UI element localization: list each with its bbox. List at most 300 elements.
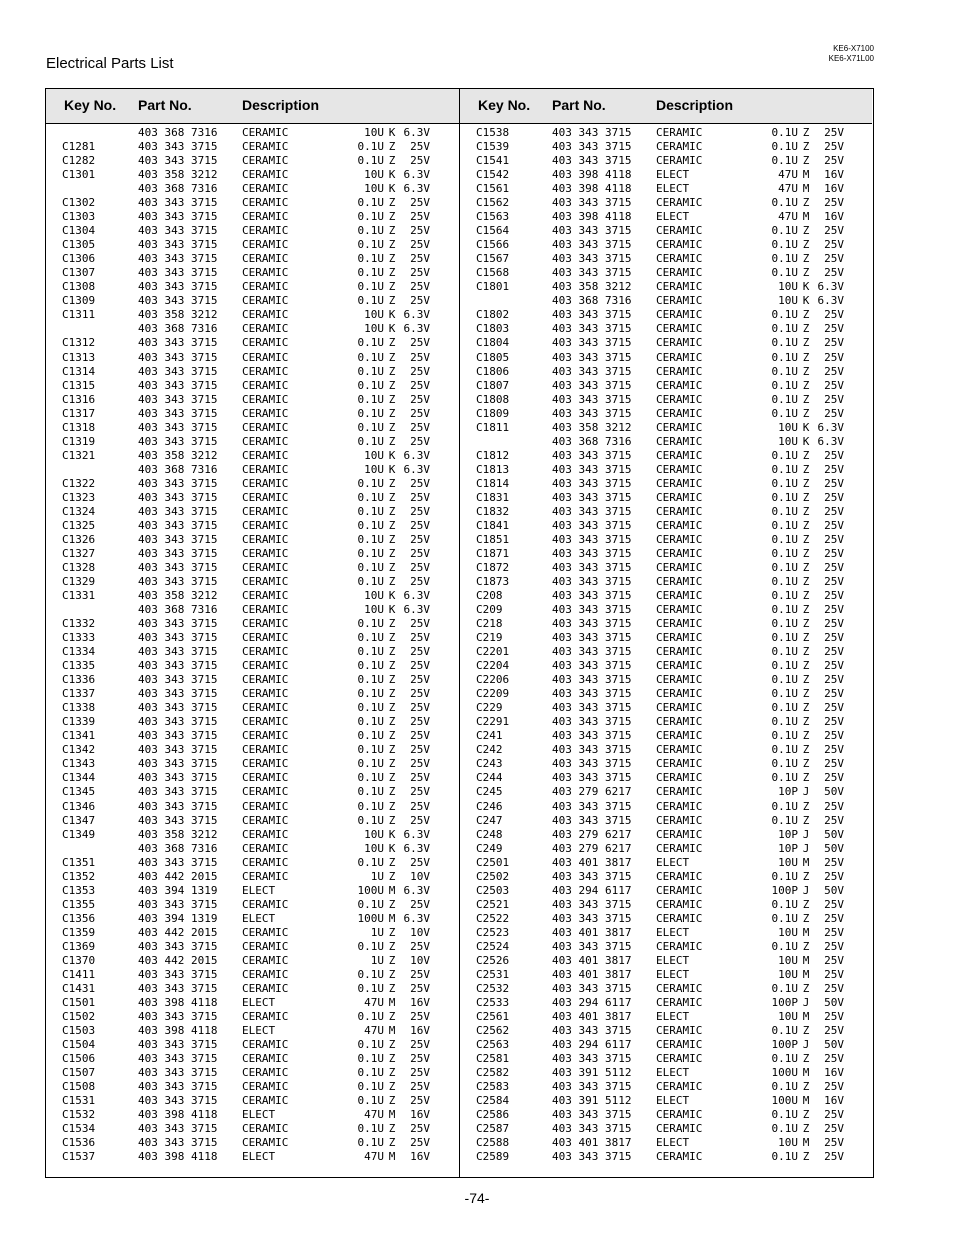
- cell-part-no: 403 343 3715: [138, 701, 218, 715]
- cell-voltage: 50V: [824, 1038, 844, 1052]
- cell-voltage: 25V: [410, 687, 430, 701]
- cell-part-no: 403 343 3715: [552, 364, 632, 378]
- cell-value: 0.1U: [771, 1150, 798, 1164]
- cell-description: CERAMIC: [242, 490, 289, 504]
- cell-part-no: 403 343 3715: [552, 322, 632, 336]
- cell-part-no: 403 343 3715: [552, 897, 632, 911]
- cell-part-no: 403 343 3715: [138, 1094, 218, 1108]
- cell-part-no: 403 343 3715: [138, 406, 218, 420]
- cell-description: CERAMIC: [656, 420, 703, 434]
- cell-voltage: 25V: [410, 617, 430, 631]
- cell-key-no: C2201: [476, 645, 510, 659]
- cell-description: CERAMIC: [242, 518, 289, 532]
- cell-voltage: 25V: [410, 364, 430, 378]
- cell-value: 100P: [771, 883, 798, 897]
- cell-part-no: 403 279 6217: [552, 841, 632, 855]
- cell-voltage: 25V: [410, 715, 430, 729]
- cell-tolerance: Z: [388, 981, 396, 995]
- cell-key-no: C1305: [62, 238, 96, 252]
- cell-part-no: 403 358 3212: [138, 827, 218, 841]
- cell-part-no: 403 343 3715: [552, 406, 632, 420]
- cell-part-no: 403 343 3715: [138, 294, 218, 308]
- cell-part-no: 403 442 2015: [138, 925, 218, 939]
- cell-value: 10U: [364, 308, 384, 322]
- cell-description: ELECT: [656, 168, 690, 182]
- cell-voltage: 25V: [824, 575, 844, 588]
- cell-key-no: C1353: [62, 883, 96, 897]
- cell-voltage: 6.3V: [817, 294, 844, 308]
- cell-key-no: C1841: [476, 518, 510, 532]
- cell-value: 0.1U: [771, 771, 798, 785]
- cell-description: CERAMIC: [242, 462, 289, 476]
- cell-part-no: 403 343 3715: [552, 813, 632, 827]
- cell-tolerance: M: [388, 911, 396, 925]
- cell-voltage: 25V: [824, 238, 844, 252]
- cell-key-no: C1814: [476, 476, 510, 490]
- cell-key-no: C1311: [62, 308, 96, 322]
- cell-value: 0.1U: [357, 406, 384, 420]
- cell-key-no: C1309: [62, 294, 96, 308]
- cell-part-no: 403 358 3212: [138, 589, 218, 603]
- cell-part-no: 403 343 3715: [552, 308, 632, 322]
- cell-part-no: 403 401 3817: [552, 953, 632, 967]
- cell-tolerance: K: [388, 448, 396, 462]
- cell-key-no: C1325: [62, 518, 96, 532]
- cell-voltage: 16V: [824, 168, 844, 182]
- cell-voltage: 25V: [410, 981, 430, 995]
- cell-part-no: 403 343 3715: [552, 1024, 632, 1037]
- cell-part-no: 403 343 3715: [552, 266, 632, 280]
- cell-key-no: C1561: [476, 182, 510, 196]
- cell-value: 0.1U: [357, 855, 384, 869]
- cell-voltage: 16V: [824, 210, 844, 224]
- cell-tolerance: Z: [802, 266, 810, 280]
- cell-voltage: 6.3V: [403, 448, 430, 462]
- cell-voltage: 25V: [824, 448, 844, 462]
- cell-tolerance: Z: [388, 490, 396, 504]
- cell-tolerance: Z: [802, 1108, 810, 1122]
- cell-part-no: 403 343 3715: [138, 967, 218, 981]
- cell-description: CERAMIC: [242, 939, 289, 953]
- cell-part-no: 403 368 7316: [138, 841, 218, 855]
- cell-description: CERAMIC: [242, 350, 289, 364]
- cell-description: CERAMIC: [242, 841, 289, 855]
- cell-voltage: 25V: [824, 1108, 844, 1122]
- cell-tolerance: M: [802, 925, 810, 939]
- cell-key-no: C1332: [62, 617, 96, 631]
- cell-description: CERAMIC: [656, 406, 703, 420]
- cell-tolerance: Z: [388, 420, 396, 434]
- cell-description: ELECT: [242, 995, 276, 1009]
- cell-part-no: 403 343 3715: [552, 546, 632, 560]
- cell-part-no: 403 343 3715: [552, 911, 632, 925]
- cell-value: 10U: [778, 925, 798, 939]
- cell-description: ELECT: [656, 1066, 690, 1080]
- cell-key-no: C2581: [476, 1052, 510, 1066]
- cell-key-no: C2584: [476, 1094, 510, 1108]
- cell-key-no: C1326: [62, 532, 96, 546]
- cell-value: 0.1U: [357, 224, 384, 238]
- cell-part-no: 403 358 3212: [138, 448, 218, 462]
- cell-value: 0.1U: [771, 1024, 798, 1037]
- cell-voltage: 25V: [824, 589, 844, 603]
- cell-part-no: 403 343 3715: [552, 659, 632, 673]
- cell-part-no: 403 343 3715: [138, 631, 218, 645]
- cell-key-no: C246: [476, 799, 503, 813]
- cell-voltage: 25V: [824, 645, 844, 659]
- cell-tolerance: Z: [388, 224, 396, 238]
- cell-key-no: C2531: [476, 967, 510, 981]
- cell-key-no: C1538: [476, 126, 510, 139]
- cell-description: CERAMIC: [656, 462, 703, 476]
- cell-value: 0.1U: [357, 757, 384, 771]
- cell-description: CERAMIC: [242, 673, 289, 687]
- cell-key-no: C208: [476, 589, 503, 603]
- cell-part-no: 403 368 7316: [138, 322, 218, 336]
- cell-tolerance: M: [802, 168, 810, 182]
- cell-value: 0.1U: [357, 1038, 384, 1052]
- cell-tolerance: Z: [388, 729, 396, 743]
- cell-key-no: C2523: [476, 925, 510, 939]
- cell-voltage: 25V: [410, 785, 430, 799]
- cell-voltage: 25V: [824, 252, 844, 266]
- cell-value: 0.1U: [771, 897, 798, 911]
- cell-description: CERAMIC: [242, 532, 289, 546]
- cell-description: CERAMIC: [656, 364, 703, 378]
- cell-description: CERAMIC: [656, 981, 703, 995]
- cell-tolerance: Z: [388, 280, 396, 294]
- cell-description: CERAMIC: [656, 659, 703, 673]
- cell-tolerance: Z: [802, 981, 810, 995]
- cell-voltage: 25V: [824, 462, 844, 476]
- cell-key-no: C1312: [62, 336, 96, 350]
- cell-part-no: 403 343 3715: [552, 518, 632, 532]
- cell-part-no: 403 343 3715: [138, 434, 218, 448]
- cell-value: 0.1U: [771, 266, 798, 280]
- cell-part-no: 403 398 4118: [138, 995, 218, 1009]
- cell-description: ELECT: [656, 1094, 690, 1108]
- cell-part-no: 403 343 3715: [138, 1009, 218, 1023]
- cell-part-no: 403 343 3715: [138, 280, 218, 294]
- cell-voltage: 6.3V: [403, 883, 430, 897]
- cell-key-no: C247: [476, 813, 503, 827]
- model-line-1: KE6-X7100: [833, 44, 874, 53]
- cell-tolerance: Z: [802, 364, 810, 378]
- cell-value: 0.1U: [357, 771, 384, 785]
- cell-voltage: 25V: [410, 743, 430, 757]
- cell-description: CERAMIC: [242, 140, 289, 154]
- cell-tolerance: Z: [388, 869, 396, 883]
- cell-description: CERAMIC: [656, 589, 703, 603]
- cell-part-no: 403 343 3715: [552, 154, 632, 168]
- cell-value: 10P: [778, 827, 798, 841]
- cell-value: 0.1U: [771, 659, 798, 673]
- cell-description: CERAMIC: [242, 448, 289, 462]
- cell-tolerance: Z: [802, 715, 810, 729]
- cell-key-no: C1346: [62, 799, 96, 813]
- cell-key-no: C1313: [62, 350, 96, 364]
- cell-value: 0.1U: [357, 673, 384, 687]
- cell-value: 0.1U: [357, 897, 384, 911]
- cell-key-no: C1370: [62, 953, 96, 967]
- cell-part-no: 403 343 3715: [552, 715, 632, 729]
- cell-voltage: 6.3V: [817, 280, 844, 294]
- cell-value: 0.1U: [771, 560, 798, 574]
- cell-voltage: 25V: [410, 546, 430, 560]
- cell-tolerance: K: [388, 182, 396, 196]
- cell-value: 0.1U: [771, 518, 798, 532]
- cell-key-no: C1851: [476, 532, 510, 546]
- cell-tolerance: Z: [802, 1024, 810, 1037]
- cell-tolerance: K: [388, 126, 396, 139]
- cell-tolerance: J: [802, 785, 810, 799]
- cell-key-no: C1344: [62, 771, 96, 785]
- cell-voltage: 25V: [824, 925, 844, 939]
- cell-tolerance: Z: [802, 406, 810, 420]
- cell-tolerance: Z: [388, 294, 396, 308]
- cell-value: 0.1U: [771, 238, 798, 252]
- cell-voltage: 25V: [824, 126, 844, 139]
- cell-description: CERAMIC: [242, 771, 289, 785]
- cell-description: CERAMIC: [656, 266, 703, 280]
- cell-description: CERAMIC: [242, 659, 289, 673]
- cell-tolerance: J: [802, 995, 810, 1009]
- cell-part-no: 403 343 3715: [138, 1080, 218, 1094]
- cell-key-no: C1303: [62, 210, 96, 224]
- cell-description: CERAMIC: [656, 575, 703, 588]
- cell-tolerance: J: [802, 827, 810, 841]
- cell-key-no: C1281: [62, 140, 96, 154]
- cell-description: CERAMIC: [656, 1080, 703, 1094]
- cell-tolerance: Z: [802, 490, 810, 504]
- cell-part-no: 403 343 3715: [138, 939, 218, 953]
- cell-value: 0.1U: [357, 196, 384, 210]
- cell-part-no: 403 343 3715: [552, 757, 632, 771]
- cell-tolerance: Z: [802, 546, 810, 560]
- cell-tolerance: Z: [802, 1150, 810, 1164]
- cell-tolerance: M: [802, 855, 810, 869]
- cell-key-no: C2563: [476, 1038, 510, 1052]
- cell-description: CERAMIC: [656, 897, 703, 911]
- cell-description: ELECT: [656, 925, 690, 939]
- cell-part-no: 403 343 3715: [138, 673, 218, 687]
- cell-key-no: C1563: [476, 210, 510, 224]
- cell-tolerance: Z: [388, 252, 396, 266]
- cell-part-no: 403 442 2015: [138, 869, 218, 883]
- cell-value: 0.1U: [357, 378, 384, 392]
- cell-tolerance: Z: [802, 743, 810, 757]
- cell-voltage: 25V: [410, 140, 430, 154]
- cell-voltage: 25V: [410, 855, 430, 869]
- cell-part-no: 403 343 3715: [138, 490, 218, 504]
- page-title: Electrical Parts List: [46, 55, 174, 72]
- cell-description: CERAMIC: [242, 308, 289, 322]
- cell-tolerance: Z: [388, 336, 396, 350]
- cell-description: CERAMIC: [656, 238, 703, 252]
- cell-value: 100U: [771, 1094, 798, 1108]
- cell-part-no: 403 294 6117: [552, 883, 632, 897]
- cell-key-no: C1308: [62, 280, 96, 294]
- cell-key-no: C2587: [476, 1122, 510, 1136]
- cell-voltage: 25V: [824, 869, 844, 883]
- cell-voltage: 25V: [410, 575, 430, 588]
- cell-value: 0.1U: [357, 1080, 384, 1094]
- cell-part-no: 403 343 3715: [552, 1122, 632, 1136]
- cell-value: 0.1U: [357, 1122, 384, 1136]
- cell-value: 10U: [364, 589, 384, 603]
- cell-voltage: 16V: [410, 1108, 430, 1122]
- cell-voltage: 25V: [824, 1150, 844, 1164]
- cell-key-no: C1319: [62, 434, 96, 448]
- cell-key-no: C1504: [62, 1038, 96, 1052]
- cell-description: CERAMIC: [656, 883, 703, 897]
- cell-key-no: C1812: [476, 448, 510, 462]
- cell-part-no: 403 398 4118: [552, 168, 632, 182]
- cell-description: CERAMIC: [242, 392, 289, 406]
- cell-voltage: 25V: [824, 476, 844, 490]
- cell-tolerance: Z: [802, 350, 810, 364]
- cell-description: ELECT: [656, 967, 690, 981]
- parts-table: [45, 88, 874, 1178]
- cell-part-no: 403 343 3715: [552, 336, 632, 350]
- cell-value: 0.1U: [771, 336, 798, 350]
- cell-value: 0.1U: [771, 589, 798, 603]
- cell-value: 0.1U: [771, 911, 798, 925]
- cell-part-no: 403 358 3212: [138, 168, 218, 182]
- cell-description: CERAMIC: [242, 701, 289, 715]
- cell-description: CERAMIC: [656, 126, 703, 139]
- cell-key-no: C1339: [62, 715, 96, 729]
- cell-voltage: 25V: [824, 350, 844, 364]
- cell-value: 0.1U: [357, 476, 384, 490]
- cell-value: 0.1U: [357, 575, 384, 588]
- cell-voltage: 25V: [410, 336, 430, 350]
- cell-value: 0.1U: [357, 532, 384, 546]
- cell-value: 0.1U: [357, 294, 384, 308]
- cell-part-no: 403 368 7316: [138, 126, 218, 139]
- cell-part-no: 403 343 3715: [138, 252, 218, 266]
- cell-part-no: 403 343 3715: [552, 378, 632, 392]
- cell-key-no: C1431: [62, 981, 96, 995]
- cell-description: CERAMIC: [242, 953, 289, 967]
- cell-key-no: C1369: [62, 939, 96, 953]
- cell-voltage: 25V: [824, 757, 844, 771]
- cell-description: CERAMIC: [242, 715, 289, 729]
- cell-tolerance: Z: [388, 1136, 396, 1150]
- cell-value: 0.1U: [771, 126, 798, 139]
- cell-description: CERAMIC: [656, 743, 703, 757]
- cell-voltage: 6.3V: [403, 589, 430, 603]
- cell-tolerance: Z: [802, 659, 810, 673]
- cell-part-no: 403 343 3715: [552, 448, 632, 462]
- cell-description: CERAMIC: [242, 280, 289, 294]
- cell-description: CERAMIC: [656, 673, 703, 687]
- cell-value: 0.1U: [357, 967, 384, 981]
- cell-key-no: C1536: [62, 1136, 96, 1150]
- cell-description: CERAMIC: [242, 757, 289, 771]
- cell-voltage: 25V: [824, 603, 844, 617]
- cell-voltage: 25V: [824, 546, 844, 560]
- cell-tolerance: Z: [802, 589, 810, 603]
- cell-part-no: 403 343 3715: [552, 575, 632, 588]
- cell-value: 0.1U: [771, 631, 798, 645]
- cell-tolerance: Z: [388, 406, 396, 420]
- cell-voltage: 25V: [410, 967, 430, 981]
- cell-value: 0.1U: [771, 617, 798, 631]
- cell-description: CERAMIC: [656, 1150, 703, 1164]
- cell-value: 0.1U: [357, 785, 384, 799]
- cell-value: 0.1U: [357, 392, 384, 406]
- cell-description: ELECT: [656, 1009, 690, 1023]
- cell-value: 0.1U: [771, 308, 798, 322]
- cell-tolerance: M: [802, 210, 810, 224]
- cell-voltage: 25V: [824, 1122, 844, 1136]
- cell-part-no: 403 343 3715: [138, 813, 218, 827]
- cell-voltage: 25V: [824, 701, 844, 715]
- cell-key-no: C1805: [476, 350, 510, 364]
- cell-part-no: 403 343 3715: [138, 266, 218, 280]
- cell-key-no: C1314: [62, 364, 96, 378]
- cell-tolerance: Z: [388, 196, 396, 210]
- cell-voltage: 6.3V: [403, 603, 430, 617]
- cell-key-no: C1347: [62, 813, 96, 827]
- cell-tolerance: Z: [802, 1122, 810, 1136]
- cell-voltage: 25V: [410, 518, 430, 532]
- cell-part-no: 403 343 3715: [552, 504, 632, 518]
- cell-description: CERAMIC: [656, 490, 703, 504]
- cell-tolerance: Z: [388, 504, 396, 518]
- cell-key-no: C1345: [62, 785, 96, 799]
- cell-voltage: 25V: [410, 280, 430, 294]
- cell-tolerance: K: [388, 841, 396, 855]
- cell-tolerance: Z: [802, 897, 810, 911]
- cell-voltage: 25V: [410, 729, 430, 743]
- cell-voltage: 6.3V: [403, 308, 430, 322]
- cell-key-no: C2502: [476, 869, 510, 883]
- cell-tolerance: M: [802, 1094, 810, 1108]
- cell-key-no: C1811: [476, 420, 510, 434]
- cell-value: 0.1U: [357, 434, 384, 448]
- cell-voltage: 25V: [824, 939, 844, 953]
- cell-key-no: C2588: [476, 1136, 510, 1150]
- cell-description: CERAMIC: [656, 995, 703, 1009]
- cell-tolerance: J: [802, 1038, 810, 1052]
- cell-tolerance: Z: [802, 645, 810, 659]
- cell-value: 0.1U: [357, 266, 384, 280]
- cell-value: 0.1U: [771, 743, 798, 757]
- cell-tolerance: Z: [388, 771, 396, 785]
- cell-tolerance: Z: [802, 322, 810, 336]
- cell-part-no: 403 343 3715: [552, 869, 632, 883]
- cell-voltage: 25V: [410, 350, 430, 364]
- cell-value: 0.1U: [771, 603, 798, 617]
- cell-part-no: 403 401 3817: [552, 967, 632, 981]
- cell-voltage: 25V: [824, 911, 844, 925]
- cell-description: CERAMIC: [242, 869, 289, 883]
- cell-description: ELECT: [242, 883, 276, 897]
- cell-description: CERAMIC: [242, 617, 289, 631]
- cell-part-no: 403 279 6217: [552, 827, 632, 841]
- cell-value: 10U: [778, 1136, 798, 1150]
- cell-description: CERAMIC: [242, 126, 289, 139]
- cell-part-no: 403 343 3715: [552, 743, 632, 757]
- cell-voltage: 25V: [410, 238, 430, 252]
- cell-description: CERAMIC: [242, 336, 289, 350]
- cell-description: CERAMIC: [656, 336, 703, 350]
- cell-voltage: 25V: [410, 645, 430, 659]
- cell-description: CERAMIC: [656, 378, 703, 392]
- cell-description: CERAMIC: [656, 645, 703, 659]
